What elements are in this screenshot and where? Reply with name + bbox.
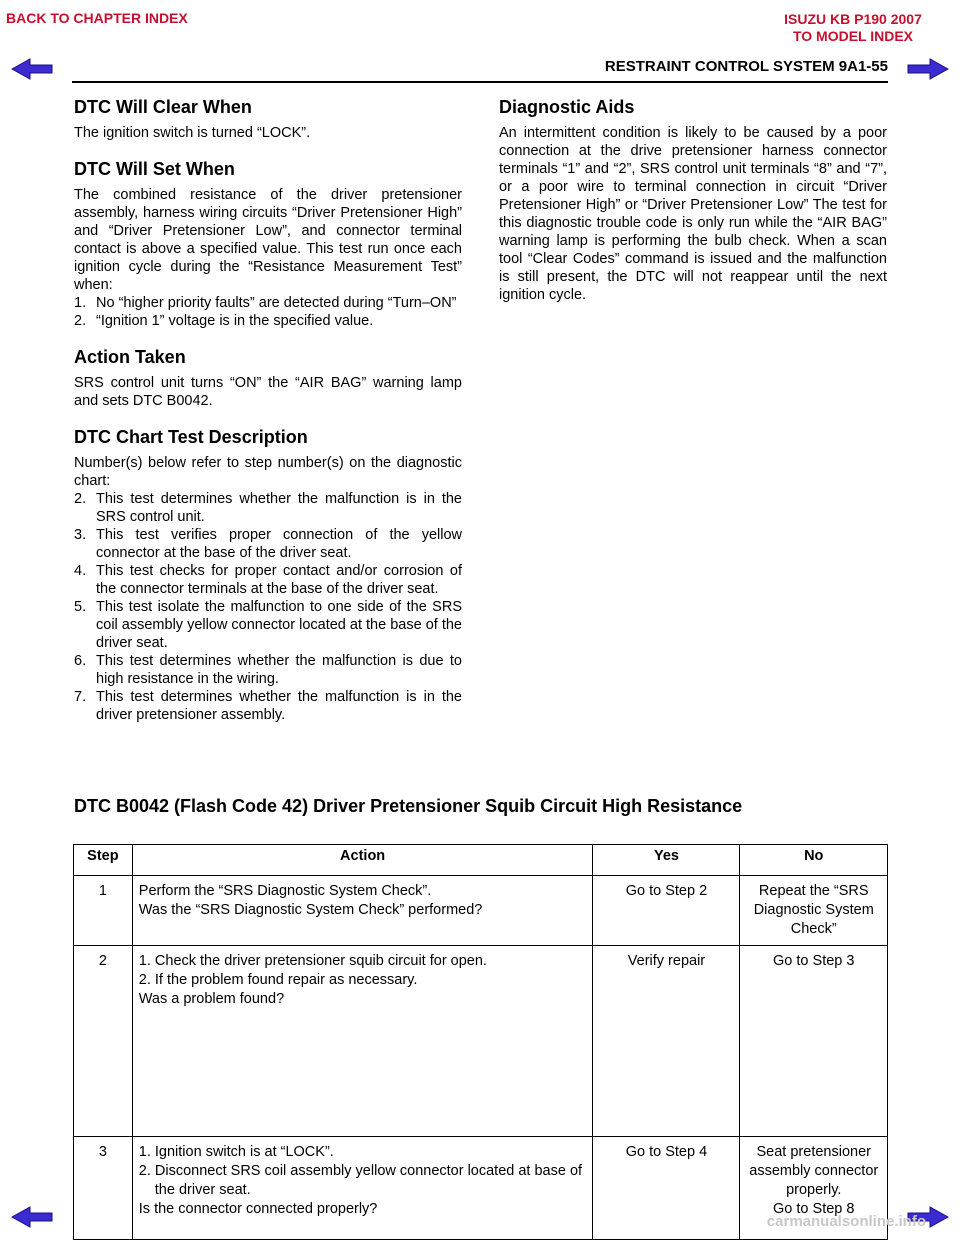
yes-cell: Verify repair xyxy=(593,946,740,1137)
list-item: 5. This test isolate the malfunction to one side of the SRS coil assembly yellow connector located at the base of the driver seat. xyxy=(74,599,462,651)
section-title-dtc-set: DTC Will Set When xyxy=(74,159,235,179)
section-text-chart-test-description: Number(s) below refer to step number(s) on the diagnostic chart: xyxy=(74,455,462,489)
watermark: carmanualsonline.info xyxy=(766,1213,926,1230)
section-title-chart-test-description: DTC Chart Test Description xyxy=(74,427,308,447)
previous-page-arrow-icon[interactable] xyxy=(10,1205,54,1229)
list-item: 2. “Ignition 1” voltage is in the specified value. xyxy=(74,313,374,329)
diagnostic-table xyxy=(73,844,888,1240)
dtc-set-conditions-list xyxy=(74,294,462,330)
section-text-action-taken: SRS control unit turns “ON” the “AIR BAG” warning lamp and sets DTC B0042. xyxy=(74,375,462,409)
back-to-chapter-index-link[interactable]: BACK TO CHAPTER INDEX xyxy=(6,10,188,26)
list-item: 2. This test determines whether the malfunction is in the SRS control unit. xyxy=(74,491,462,525)
page-header: RESTRAINT CONTROL SYSTEM 9A1-55 xyxy=(72,58,888,83)
list-item: 3. This test verifies proper connection of the yellow connector at the base of the driver seat. xyxy=(74,527,462,561)
no-cell: Repeat the “SRS Diagnostic System Check” xyxy=(740,876,888,946)
table-row xyxy=(74,946,888,1137)
model-name: ISUZU KB P190 2007 xyxy=(784,11,922,27)
list-item: 6. This test determines whether the malfunction is due to high resistance in the wiring. xyxy=(74,653,462,687)
chart-test-steps-list xyxy=(74,490,462,724)
right-column xyxy=(499,96,887,304)
yes-cell: Go to Step 2 xyxy=(593,876,740,946)
step-cell: 3 xyxy=(74,1137,133,1240)
model-index-label: TO MODEL INDEX xyxy=(792,28,914,44)
list-item: 4. This test checks for proper contact and/or corrosion of the connector terminals at the base of the driver seat. xyxy=(74,563,462,597)
section-text-dtc-set: The combined resistance of the driver pretensioner assembly, harness wiring circuits “Driver Pretensioner High” and “Driver Pretensioner Low”, and connector terminal contact is above a specified value. This test run once each ignition cycle during the “Resistance Measurement Test” when: xyxy=(74,187,462,293)
section-text-diagnostic-aids: An intermittent condition is likely to be caused by a poor connection at the drive pretensioner harness connector terminals “1” and “2”, SRS control unit terminals “8” and “7”, or a poor wire to terminal connection in circuit “Driver Pretensioner High” or “Driver Pretensioner Low” The test for this diagnostic trouble code is only run while the “AIR BAG” warning lamp is performing the bulb check. When a scan tool “Clear Codes” command is issued and the malfunction is still present, the DTC will not reappear until the next ignition cycle. xyxy=(499,125,887,303)
action-cell: 1. Ignition switch is at “LOCK”. 2. Disconnect SRS coil assembly yellow connector located at base of the driver seat. Is the connector connected properly? xyxy=(132,1137,593,1240)
no-cell: Seat pretensioner assembly connector properly. Go to Step 8 xyxy=(740,1137,888,1240)
section-title-dtc-clear: DTC Will Clear When xyxy=(74,97,252,117)
action-cell: Perform the “SRS Diagnostic System Check”. Was the “SRS Diagnostic System Check” performed? xyxy=(132,876,593,946)
step-cell: 2 xyxy=(74,946,133,1137)
action-cell: 1. Check the driver pretensioner squib circuit for open. 2. If the problem found repair as necessary. Was a problem found? xyxy=(132,946,593,1137)
header-yes: Yes xyxy=(593,845,740,876)
to-model-index-link[interactable] xyxy=(758,11,948,45)
next-page-arrow-icon[interactable] xyxy=(906,57,950,81)
header-no: No xyxy=(740,845,888,876)
list-item: 1. No “higher priority faults” are detected during “Turn–ON” xyxy=(74,295,457,311)
table-title: DTC B0042 (Flash Code 42) Driver Pretensioner Squib Circuit High Resistance xyxy=(74,796,743,816)
section-title-action-taken: Action Taken xyxy=(74,347,186,367)
header-action: Action xyxy=(132,845,593,876)
yes-cell: Go to Step 4 xyxy=(593,1137,740,1240)
header-step: Step xyxy=(74,845,133,876)
table-row xyxy=(74,1137,888,1240)
left-column xyxy=(74,96,462,724)
previous-page-arrow-icon[interactable] xyxy=(10,57,54,81)
no-cell: Go to Step 3 xyxy=(740,946,888,1137)
section-title-diagnostic-aids: Diagnostic Aids xyxy=(499,97,635,117)
step-cell: 1 xyxy=(74,876,133,946)
table-row xyxy=(74,876,888,946)
table-header-row xyxy=(74,845,888,876)
list-item: 7. This test determines whether the malfunction is in the driver pretensioner assembly. xyxy=(74,689,462,723)
section-text-dtc-clear: The ignition switch is turned “LOCK”. xyxy=(74,125,311,141)
